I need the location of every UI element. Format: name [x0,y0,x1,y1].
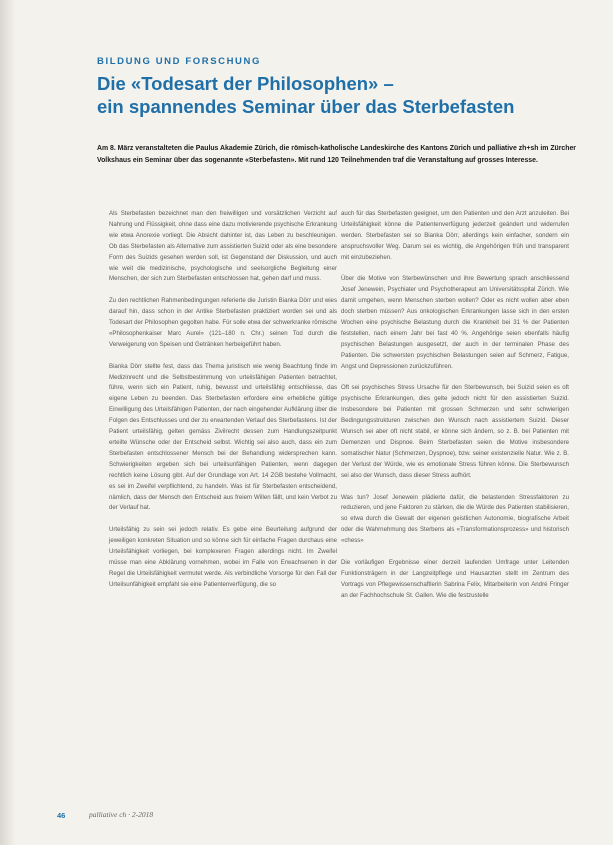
page-number: 46 [57,811,66,820]
section-label: BILDUNG UND FORSCHUNG [97,56,261,67]
paragraph: Zu den rechtlichen Rahmenbedingungen referierte die Juristin Bianka Dörr und wies darauf hin, dass schon in der Antike Sterbefasten praktiziert worden sei und als Todesart der Philosophen gegolten habe. Für solle etwa der schwerkranke römische «Philosophenkaiser Marc Aurel» (121–180 n. Chr.) seinen Tod durch die Verweigerung von Speisen und Getränken herbeigeführt haben. [109,297,337,348]
paragraph: Die vorläufigen Ergebnisse einer derzeit laufenden Umfrage unter Leitenden Funktionsträgern in der Langzeitpflege und Hausarzten stellt im Zentrum des Vortrags von Pflegewissenschaftlerin Sabrina Felix, Mitarbeiterin von André Fringer an der Fachhochschule St. Gallen. Wie die festzustelle [341,558,569,599]
article-headline [97,72,577,118]
paragraph: Als Sterbefasten bezeichnet man den freiwilligen und vorsätzlichen Verzicht auf Nahrung und Flüssigkeit, ohne dass eine dazu motivierende psychische Erkrankung wie etwa Anorexie vorliegt. Die Absicht dahinter ist, das Leben zu beschleunigen. Ob das Sterbefasten als Alternative zum assistierten Suizid oder als eine besondere Form des Suizids gesehen werden soll, ist Gegenstand der Diskussion, und auch wie weit die medizinische, psychologische und seelsorgliche Begleitung einer Menschen, der sich zum Sterbefasten entschlossen hat, gehen darf und muss. [109,210,337,283]
paragraph: Oft sei psychisches Stress Ursache für den Sterbewunsch, bei Suizid seien es oft psychische Erkrankungen, dies gelte jedoch nicht für den assistierten Suizid. Insbesondere bei Patienten mit grossen Schmerzen und sehr schwierigen Bedingungsstrukturen zwischen den Wunsch nach assistiertem Suizid. Dieser Wunsch sei aber oft nicht stabil, er könne sich ändern, so z. B. bei Patienten mit Demenzen und Dispnoe. Beim Sterbefasten seien die Motive insbesondere somatischer Natur (Schmerzen, Dyspnoe), bzw. seiner existenzielle Natur. Wie z. B. der Verlust der Würde, wie es emotionale Stress führen könne. Die Sterbewunsch sei also der Wunsch, dass dieser Stress aufhört. [341,384,569,479]
paragraph: Urteilsfähig zu sein sei jedoch relativ. Es gebe eine Beurteilung aufgrund der jeweiligen konkreten Situation und so könne sich für einfache Fragen durchaus eine Urteilsfähigkeit vorliegen, bei komplexeren Fragen allerdings nicht. Im Zweifel müsse man eine Abklärung vornehmen, wobei im Falle von Erwachsenen in der Regel die Urteilsfähigkeit vermutet werde. Als verbindliche Vorsorge für den Fall der Urteilsunfähigkeit empfahl sie eine Patientenverfügung, die so [109,526,337,588]
paragraph: Über die Motive von Sterbewünschen und ihre Bewertung sprach anschliessend Josef Jenewein, Psychiater und Psychotherapeut am Universitätsspital Zürich. Wie damit umgehen, wenn Menschen sterben wollen? Oder es nicht wollen aber eben doch sterben müssen? Aus onkologischen Erkrankungen lasse sich in den ersten Wochen eine psychische Belastung durch die Krankheit bei 31 % der Patienten feststellen, nach einem Jahr bei fast 40 %. Angehörige seien ebenfalls häufig psychischen Belastungen ausgesetzt, der auch in der terminalen Phase des Patienten. Die schwersten psychischen Belastungen seien auf Schmerz, Fatigue, Angst und Depressionen zurückzuführen. [341,275,569,370]
paragraph: Was tun? Josef Jenewein plädierte dafür, die belastenden Stressfaktoren zu reduzieren, und jene Faktoren zu stärken, die die Würde des Patienten stabilisieren, so etwa durch die Gewalt der eigenen geistlichen Autonomie, biografische Arbeit oder die Wahrnehmung des Sterbens als «Transformationsprozess» und historisch «chess» [341,493,569,545]
text-column-left [109,209,337,602]
headline-line-1: Die «Todesart der Philosophen» – [97,73,394,94]
headline-line-2: ein spannendes Seminar über das Sterbefasten [97,96,515,117]
page-fold-shadow [0,0,16,845]
text-column-right [341,209,569,612]
magazine-issue: palliative ch · 2-2018 [89,810,154,819]
article-lead: Am 8. März veranstalteten die Paulus Akademie Zürich, die römisch-katholische Landeskirche des Kantons Zürich und palliative zh+sh im Zürcher Volkshaus ein Seminar über das sogenannte «Sterbefasten». Mit rund 120 Teilnehmenden traf die Veranstaltung auf grosses Interesse. [97,145,576,164]
paragraph: Bianka Dörr stellte fest, dass das Thema juristisch wie wenig Beachtung finde im Medizinrecht und die Selbstbestimmung von urteilsfähigen Patienten betrachtet, führe, wenn sich ein Patient, ruhig, bewusst und urteilsfähig entschliesse, das eigene Leben zu beenden. Das Sterbefasten erfordere eine erhebliche gültige Einwilligung des Urteilsfähigen Patienten, der nach eingehender Aufklärung über die Folgen des Entschlusses und der zu erwartenden Verlauf des Sterbefastens. Ist der Patient urteilsfähig, gelten gemäss Zivilrecht dessen zum Handlungszeitpunkt erteilte Wünsche oder der Entscheid selbst. Wichtig sei also auch, dass ein zum Sterbefasten entschlossener Mensch bei der Behandlung widersprechen kann. Schwierigkeiten ergeben sich bei urteilsunfähigen Patienten, wenn dagegen rechtlich keine Lösung gibt. Auf der Grundlage von Art. 14 ZGB bestehe Vollmacht, es sei im Zweifel verpflichtend, zu handeln. Was ist für Sterbefasten entscheidend, nämlich, dass der Mensch den Entscheid aus freiem Willen fällt, und kein Verbot zu der Verlauf hat. [109,362,337,512]
paragraph: auch für das Sterbefasten geeignet, um den Patienten und den Arzt anzuleiten. Bei Urteilsfähigkeit könne die Patientenverfügung jederzeit geändert und widerrufen werden. Sterbefasten sei so Bianka Dörr, allerdings kein einfacher, sondern ein anspruchsvoller Weg. Darum sei es wichtig, die Angehörigen früh und transparent mit einzubeziehen. [341,210,569,261]
